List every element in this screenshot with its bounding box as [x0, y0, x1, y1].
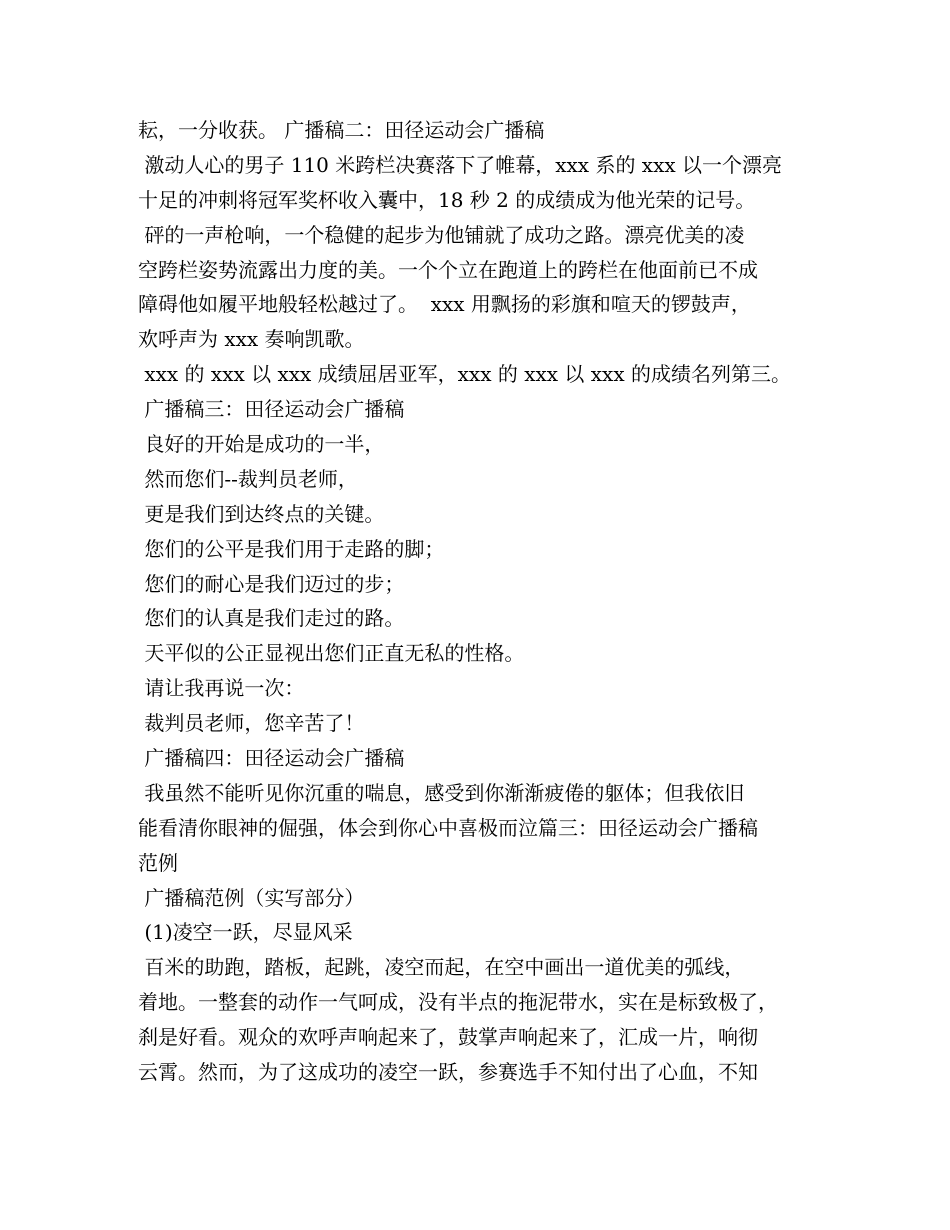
text-line: 范例	[138, 850, 178, 875]
text-line: 我虽然不能听见你沉重的喘息，感受到你渐渐疲倦的躯体；但我依旧	[138, 780, 745, 805]
text-line: 您们的公平是我们用于走路的脚；	[138, 536, 445, 561]
sub-heading: (1)凌空一跃，尽显风采	[138, 920, 353, 945]
text-line: 着地。一整套的动作一气呵成，没有半点的拖泥带水，实在是标致极了，	[138, 990, 778, 1015]
document-body	[138, 113, 828, 1090]
text-line: 良好的开始是成功的一半，	[138, 432, 385, 457]
text-line: 百米的助跑，踏板，起跳，凌空而起，在空中画出一道优美的弧线，	[138, 955, 745, 980]
text-line: 空跨栏姿势流露出力度的美。一个个立在跑道上的跨栏在他面前已不成	[138, 257, 758, 282]
text-line: 您们的耐心是我们迈过的步；	[138, 571, 405, 596]
text-line: 裁判员老师，您辛苦了！	[138, 711, 365, 736]
text-line: 能看清你眼神的倔强，体会到你心中喜极而泣篇三：田径运动会广播稿	[138, 815, 758, 840]
text-line: 云霄。然而，为了这成功的凌空一跃，参赛选手不知付出了心血，不知	[138, 1060, 758, 1085]
text-line: 更是我们到达终点的关键。	[138, 501, 385, 526]
text-line: xxx 的 xxx 以 xxx 成绩屈居亚军，xxx 的 xxx 以 xxx 的成绩名列第三。	[138, 362, 791, 387]
text-line: 十足的冲刺将冠军奖杯收入囊中，18 秒 2 的成绩成为他光荣的记号。	[138, 187, 756, 212]
text-line: 刹是好看。观众的欢呼声响起来了，鼓掌声响起来了，汇成一片，响彻	[138, 1025, 758, 1050]
section-heading: 广播稿范例（实写部分）	[138, 885, 365, 910]
text-line: 耘，一分收获。 广播稿二：田径运动会广播稿	[138, 118, 545, 142]
text-line: 您们的认真是我们走过的路。	[138, 606, 405, 631]
text-line: 激动人心的男子 110 米跨栏决赛落下了帷幕，xxx 系的 xxx 以一个漂亮	[138, 152, 782, 177]
section-heading: 广播稿四：田径运动会广播稿	[138, 746, 405, 771]
text-line: 砰的一声枪响，一个稳健的起步为他铺就了成功之路。漂亮优美的凌	[138, 222, 745, 247]
section-heading: 广播稿三：田径运动会广播稿	[138, 397, 405, 422]
text-line: 天平似的公正显视出您们正直无私的性格。	[138, 641, 525, 666]
text-line: 障碍他如履平地般轻松越过了。 xxx 用飘扬的彩旗和喧天的锣鼓声，	[138, 292, 751, 317]
text-line: 请让我再说一次：	[138, 676, 305, 701]
text-line: 欢呼声为 xxx 奏响凯歌。	[138, 327, 365, 352]
text-line: 然而您们--裁判员老师，	[138, 466, 358, 491]
